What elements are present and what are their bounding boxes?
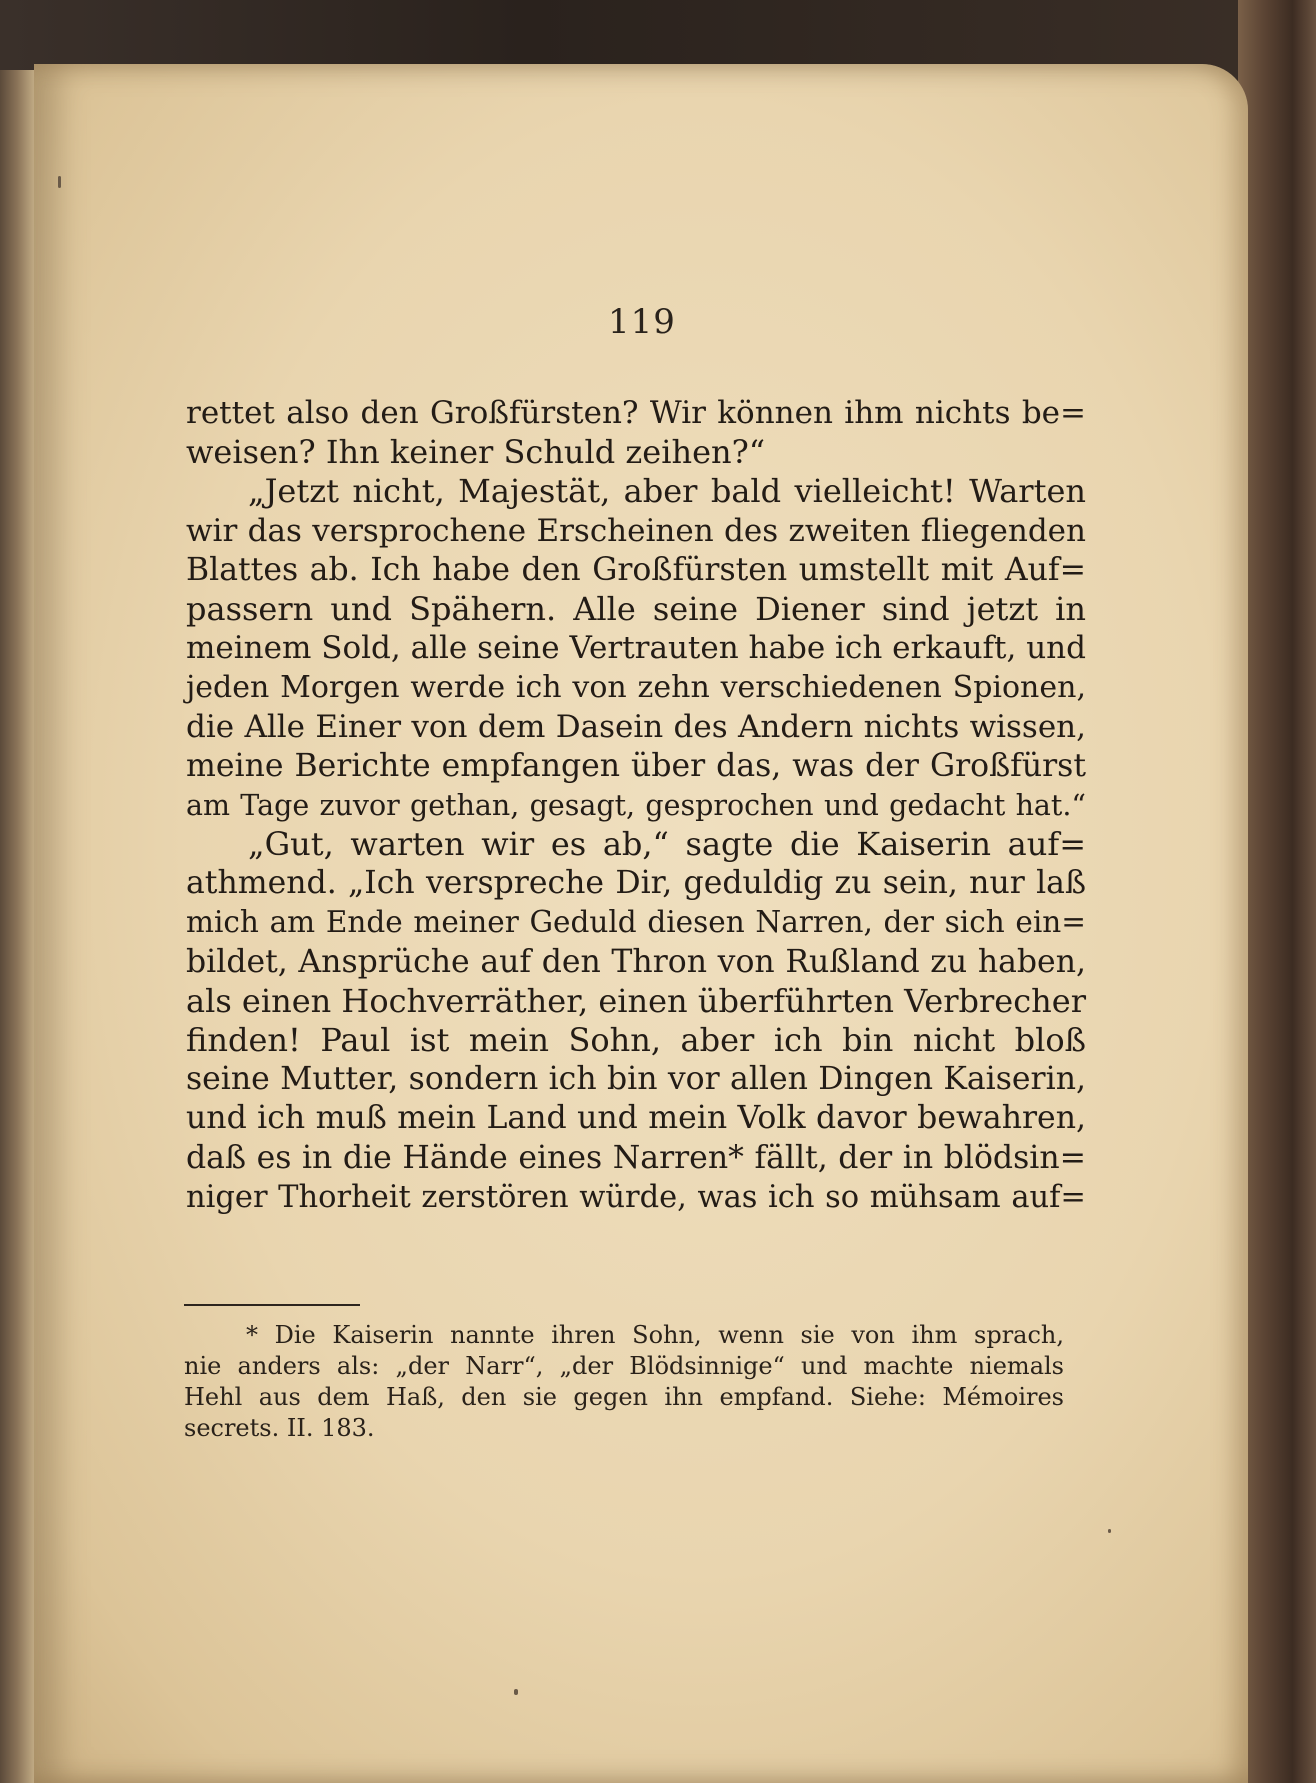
text-line: athmend. „Ich verspreche Dir, geduldig zu sein, nur laß [186,865,1086,902]
page-number: 119 [608,302,676,342]
text-line: daß es in die Hände eines Narren* fällt, der in blödsin= [186,1139,1086,1176]
footnote [184,1320,1064,1444]
text-line: finden! Paul ist mein Sohn, aber ich bin nicht bloß [186,1021,1086,1059]
body-text [186,394,1086,1217]
previous-page-edge [0,70,38,1783]
text-line: die Alle Einer von dem Dasein des Andern nichts wissen, [186,708,1086,745]
text-line: Blattes ab. Ich habe den Großfürsten umstellt mit Auf= [186,551,1086,588]
text-line: meine Berichte empfangen über das, was der Großfürst [186,747,1086,784]
paper-speck [514,1689,518,1695]
text-line: wir das versprochene Erscheinen des zweiten fliegenden [186,512,1086,549]
text-line: mich am Ende meiner Geduld diesen Narren, der sich ein= [186,905,1086,940]
text-line: als einen Hochverräther, einen überführten Verbrecher [186,981,1086,1020]
footnote-divider [184,1304,360,1306]
text-line: am Tage zuvor gethan, gesagt, gesprochen und gedacht hat.“ [186,788,1086,822]
text-line: „Jetzt nicht, Majestät, aber bald vielleicht! Warten [248,472,1086,511]
paper-speck [1108,1529,1111,1533]
text-line: passern und Spähern. Alle seine Diener sind jetzt in [186,589,1086,628]
text-line: meinem Sold, alle seine Vertrauten habe ich erkauft, und [186,630,1086,667]
text-line: „Gut, warten wir es ab,“ sagte die Kaiserin auf= [248,825,1086,864]
text-line: und ich muß mein Land und mein Volk davor bewahren, [186,1100,1086,1137]
footnote-line: Hehl aus dem Haß, den sie gegen ihn empfand. Siehe: Mémoires [184,1383,1064,1411]
text-line: rettet also den Großfürsten? Wir können ihm nichts be= [186,395,1086,431]
text-line: weisen? Ihn keiner Schuld zeihen?“ [186,433,766,472]
cover-edge [1238,0,1316,1783]
footnote-line: * Die Kaiserin nannte ihren Sohn, wenn sie von ihm sprach, [246,1321,1064,1349]
text-line: bildet, Ansprüche auf den Thron von Rußland zu haben, [186,943,1086,980]
text-line: seine Mutter, sondern ich bin vor allen Dingen Kaiserin, [186,1061,1086,1098]
book-page [34,64,1248,1783]
text-line: jeden Morgen werde ich von zehn verschiedenen Spionen, [186,670,1086,706]
footnote-line: nie anders als: „der Narr“, „der Blödsinnige“ und machte niemals [184,1352,1064,1380]
paper-speck [58,176,61,188]
text-line: niger Thorheit zerstören würde, was ich so mühsam auf= [186,1179,1086,1215]
footnote-line: secrets. II. 183. [184,1414,375,1442]
